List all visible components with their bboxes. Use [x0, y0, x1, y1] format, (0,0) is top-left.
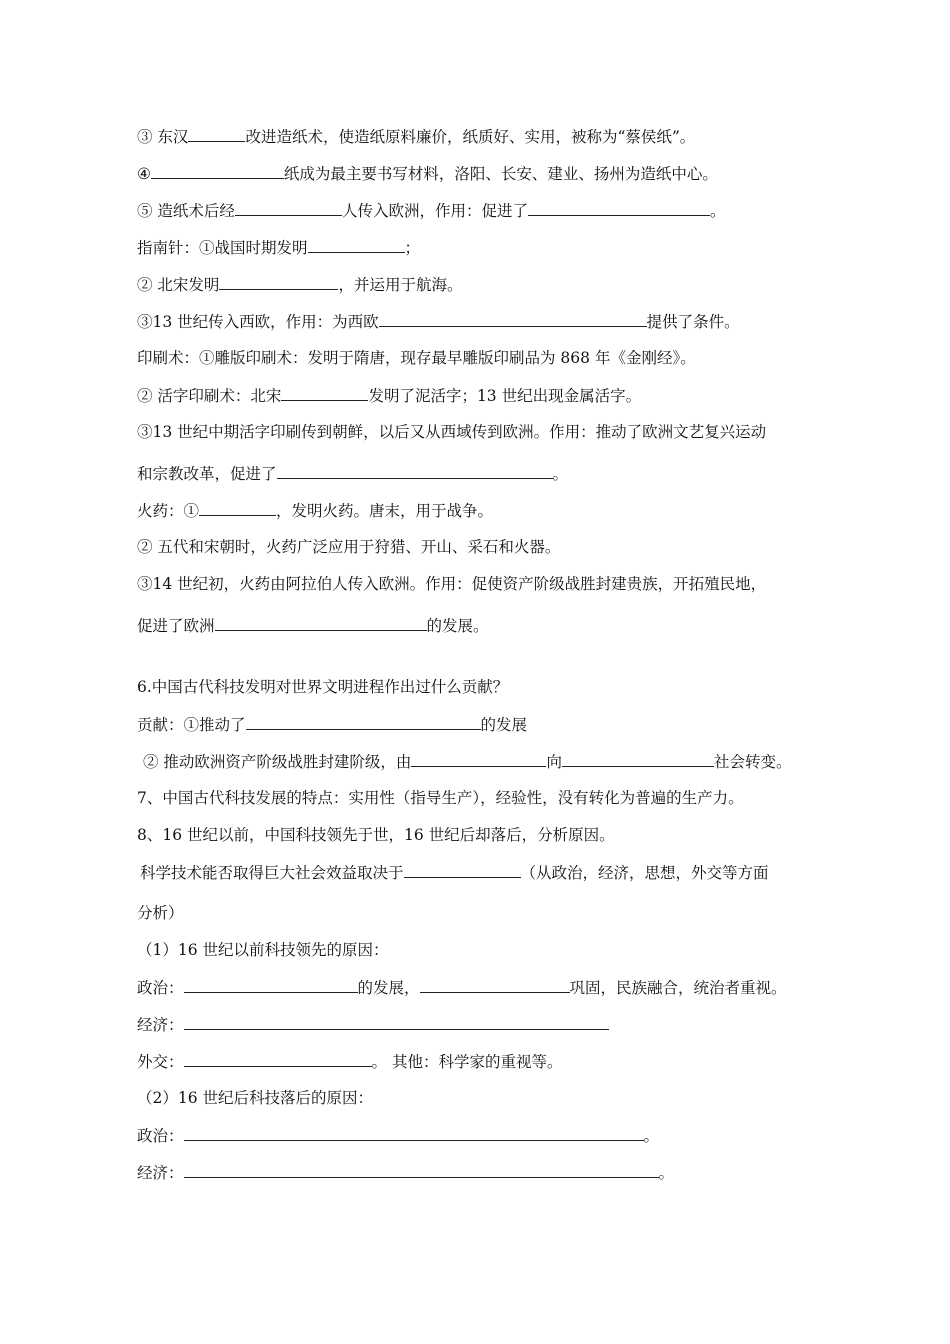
text-line [137, 977, 787, 998]
line-text: 促进了欧洲 [137, 617, 215, 635]
text-line [137, 311, 740, 332]
line-text: （2）16 世纪后科技落后的原因： [137, 1089, 374, 1107]
line-text: 经济： [137, 1016, 184, 1034]
line-text: 政治： [137, 979, 184, 997]
fill-in-blank[interactable] [184, 1051, 372, 1067]
line-text: 。 其他：科学家的重视等。 [371, 1053, 563, 1071]
fill-in-blank[interactable] [184, 1125, 644, 1141]
fill-in-blank[interactable] [215, 615, 427, 631]
line-text: 科学技术能否取得巨大社会效益取决于 [140, 864, 404, 882]
text-line [137, 237, 420, 258]
line-text: 印刷术：①雕版印刷术：发明于隋唐，现存最早雕版印刷品为 868 年《金刚经》。 [137, 349, 696, 367]
line-text: 。 [643, 1127, 660, 1145]
line-text: ② 北宋发明 [137, 276, 220, 294]
line-text: ； [404, 239, 421, 257]
line-text: 改进造纸术，使造纸原料廉价，纸质好、实用，被称为“蔡侯纸”。 [245, 128, 696, 146]
text-line [137, 385, 641, 406]
fill-in-blank[interactable] [420, 977, 570, 993]
fill-in-blank[interactable] [308, 237, 405, 253]
fill-in-blank[interactable] [281, 385, 368, 401]
line-text: 。 [709, 202, 726, 220]
line-text: 的发展 [480, 716, 528, 734]
line-text: 。 [552, 465, 569, 483]
text-line [137, 274, 462, 295]
line-text: ② 活字印刷术：北宋 [137, 387, 282, 405]
line-text: 人传入欧洲，作用：促进了 [341, 202, 528, 220]
fill-in-blank[interactable] [151, 163, 284, 179]
fill-in-blank[interactable] [219, 274, 338, 290]
line-text: 和宗教改革，促进了 [137, 465, 277, 483]
line-text: 分析） [137, 904, 184, 922]
line-text: 火药：① [137, 502, 200, 520]
line-text: 经济： [137, 1164, 184, 1182]
line-text: 外交： [137, 1053, 184, 1071]
text-line [143, 751, 791, 772]
fill-in-blank[interactable] [184, 1014, 609, 1030]
fill-in-blank[interactable] [184, 1162, 659, 1178]
fill-in-blank[interactable] [562, 751, 714, 767]
text-line [137, 615, 489, 636]
text-line [137, 574, 766, 594]
line-text: 指南针：①战国时期发明 [137, 239, 308, 257]
text-line [137, 500, 493, 521]
line-text: （1）16 世纪以前科技领先的原因： [137, 941, 389, 959]
text-line [137, 825, 615, 845]
line-text: ② 推动欧洲资产阶级战胜封建阶级，由 [143, 753, 412, 771]
text-line [137, 1162, 674, 1183]
line-text: 社会转变。 [713, 753, 792, 771]
line-text: 政治： [137, 1127, 184, 1145]
line-text: ② 五代和宋朝时，火药广泛应用于狩猎、开山、采石和火器。 [137, 538, 561, 556]
line-text: （从政治，经济，思想，外交等方面 [520, 864, 769, 882]
line-text: 发明了泥活字；13 世纪出现金属活字。 [368, 387, 642, 405]
line-text: 纸成为最主要书写材料，洛阳、长安、建业、扬州为造纸中心。 [283, 165, 718, 183]
text-line [140, 862, 769, 883]
text-line [137, 940, 389, 960]
line-text: ③13 世纪中期活字印刷传到朝鲜，以后又从西域传到欧洲。作用：推动了欧洲文艺复兴运动 [137, 423, 767, 441]
line-text: 。 [658, 1164, 675, 1182]
line-text: ③ 东汉 [137, 128, 189, 146]
text-line [137, 903, 184, 923]
fill-in-blank[interactable] [411, 751, 546, 767]
line-text: 的发展， [357, 979, 420, 997]
line-text: 8、16 世纪以前，中国科技领先于世，16 世纪后却落后，分析原因。 [137, 826, 615, 844]
text-line [137, 1088, 373, 1108]
text-line [137, 126, 695, 147]
fill-in-blank[interactable] [184, 977, 358, 993]
text-line [137, 463, 568, 484]
text-line [137, 1014, 609, 1035]
fill-in-blank[interactable] [188, 126, 245, 142]
text-line [137, 422, 766, 442]
line-text: 巩固，民族融合，统治者重视。 [569, 979, 787, 997]
text-line [137, 163, 718, 184]
line-text: ③14 世纪初，火药由阿拉伯人传入欧洲。作用：促使资产阶级战胜封建贵族，开拓殖民地， [137, 575, 767, 593]
text-line [137, 788, 744, 808]
text-line [137, 348, 696, 368]
line-text: 向 [546, 753, 562, 771]
line-text: ，并运用于航海。 [338, 276, 463, 294]
text-line [137, 714, 527, 735]
line-text: ⑤ 造纸术后经 [137, 202, 235, 220]
line-text: 6.中国古代科技发明对世界文明进程作出过什么贡献？ [137, 678, 509, 696]
text-line [137, 1125, 659, 1146]
line-text: 提供了条件。 [646, 313, 740, 331]
text-line [137, 1051, 562, 1072]
fill-in-blank[interactable] [404, 862, 521, 878]
fill-in-blank[interactable] [379, 311, 647, 327]
fill-in-blank[interactable] [246, 714, 481, 730]
line-text: 的发展。 [426, 617, 489, 635]
line-text: ④ [137, 165, 151, 183]
text-line [137, 537, 560, 557]
text-line [137, 677, 508, 697]
fill-in-blank[interactable] [235, 200, 342, 216]
line-text: ，发明火药。唐末，用于战争。 [276, 502, 494, 520]
fill-in-blank[interactable] [277, 463, 553, 479]
line-text: 7、中国古代科技发展的特点：实用性（指导生产），经验性，没有转化为普遍的生产力。 [137, 789, 744, 807]
line-text: 贡献：①推动了 [137, 716, 246, 734]
text-line [137, 200, 725, 221]
fill-in-blank[interactable] [199, 500, 276, 516]
fill-in-blank[interactable] [528, 200, 710, 216]
line-text: ③13 世纪传入西欧，作用：为西欧 [137, 313, 379, 331]
